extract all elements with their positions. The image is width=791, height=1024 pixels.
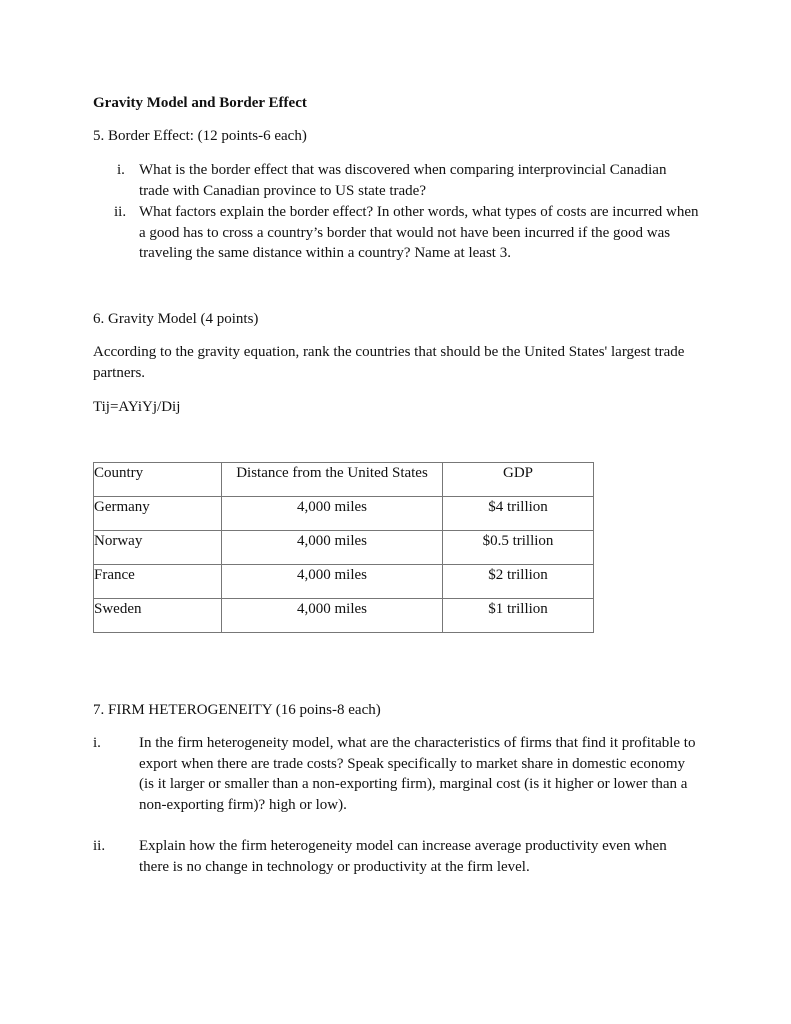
table-cell-country: Sweden [94, 601, 142, 617]
q5-item-2-text: What factors explain the border effect? In other words, what types of costs are incurred when a good has to cross a country’s border that would not have been incurred if the good was traveling the same distance within a country? Name at least 3. [139, 204, 699, 261]
q7-item-2-marker: ii. [93, 838, 106, 854]
table-cell-gdp: $0.5 trillion [482, 533, 554, 549]
q5-item-1-text: What is the border effect that was discovered when comparing interprovincial Canadian trade with Canadian province to US state trade? [139, 162, 667, 199]
table-cell-distance: 4,000 miles [297, 499, 367, 515]
q7-item-1-marker: i. [93, 735, 101, 751]
table-row [94, 599, 594, 633]
table-header-row [94, 463, 594, 497]
table-cell-distance: 4,000 miles [297, 567, 367, 583]
table-header-distance: Distance from the United States [236, 465, 428, 481]
q7-item-1-text: In the firm heterogeneity model, what are the characteristics of firms that find it profitable to export when there are trade costs? Speak specifically to market share in domestic economy (is it larger or smaller than a non-exporting firm), marginal cost (is it higher or lower than a non-exporting firm)? high or low). [139, 735, 696, 813]
q5-heading: 5. Border Effect: (12 points-6 each) [93, 128, 307, 144]
table-row [94, 531, 594, 565]
q5-item-2-marker: ii. [114, 204, 127, 220]
country-gdp-table [93, 462, 594, 633]
q7-heading: 7. FIRM HETEROGENEITY (16 poins-8 each) [93, 702, 381, 718]
q5-item-1-marker: i. [117, 162, 125, 178]
table-cell-gdp: $1 trillion [488, 601, 548, 617]
table-header-country: Country [94, 465, 144, 481]
table-cell-country: Norway [94, 533, 143, 549]
q6-prompt: According to the gravity equation, rank the countries that should be the United States' largest trade partners. [93, 344, 685, 381]
table-cell-country: Germany [94, 499, 150, 515]
q6-heading: 6. Gravity Model (4 points) [93, 311, 259, 327]
table-cell-distance: 4,000 miles [297, 533, 367, 549]
table-row [94, 565, 594, 599]
table-cell-country: France [94, 567, 135, 583]
table-cell-gdp: $2 trillion [488, 567, 548, 583]
gravity-equation: Tij=AYiYj/Dij [93, 399, 181, 415]
table-row [94, 497, 594, 531]
q7-item-2-text: Explain how the firm heterogeneity model can increase average productivity even when there is no change in technology or productivity at the firm level. [139, 838, 667, 875]
table-header-gdp: GDP [502, 465, 533, 481]
table-cell-distance: 4,000 miles [297, 601, 367, 617]
table-cell-gdp: $4 trillion [488, 499, 548, 515]
section-title: Gravity Model and Border Effect [93, 95, 307, 111]
